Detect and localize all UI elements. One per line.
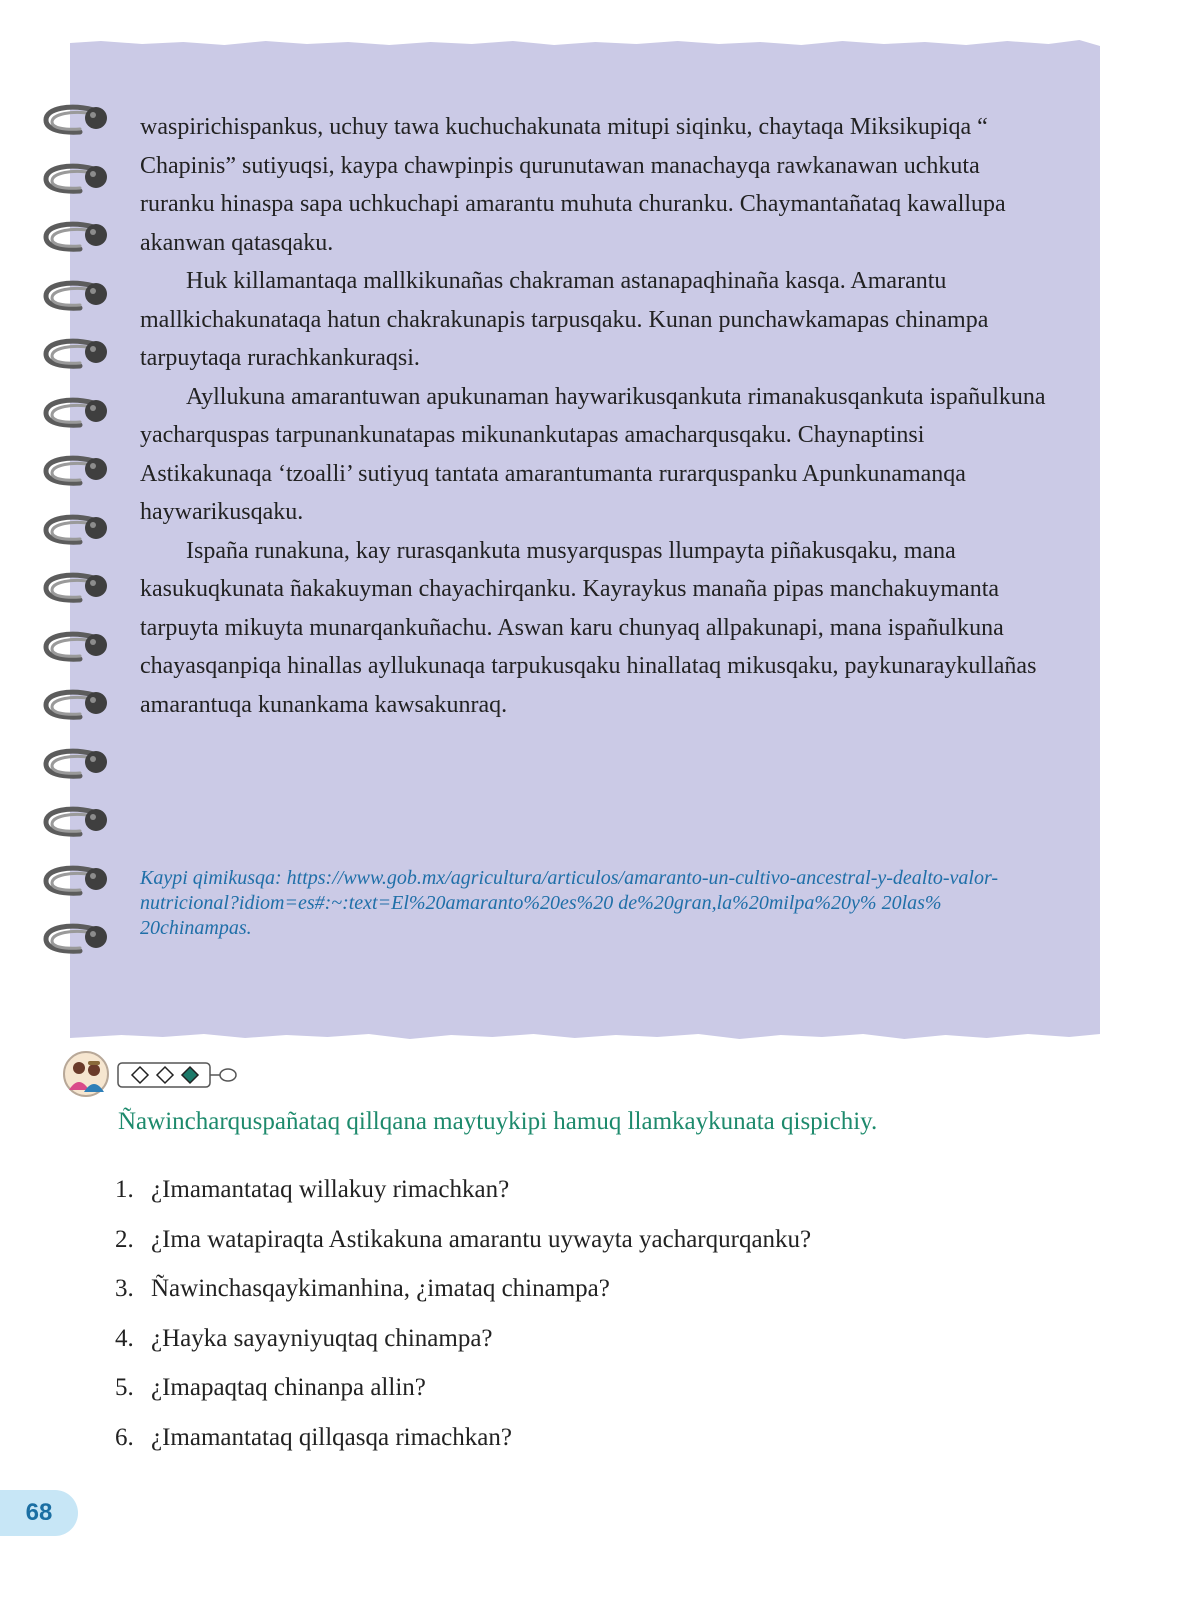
- spiral-ring-icon: [40, 685, 120, 745]
- reading-text: [140, 108, 1060, 724]
- spiral-ring-icon: [40, 159, 120, 219]
- paragraph-4: Ispaña runakuna, kay rurasqankuta musyarquspas llumpayta piñakusqaku, mana kasukuqkunata ñakakuyman chayachirqanku. Kayraykus manaña pipas manchakuymanta tarpuyta mikuyta munarqankuñachu. Aswan karu chunyaq allpakunapi, mana ispañulkuna chayasqanpiqa hinallas ayllukunaqa tarpukusqaku hinallataq mikusqaku, paykunaraykullañas amarantuqa kunankama kawsakunraq.: [140, 537, 1037, 718]
- spiral-ring-icon: [40, 568, 120, 628]
- spiral-ring-icon: [40, 627, 120, 687]
- activity-instruction: Ñawincharquspañataq qillqana maytuykipi hamuq llamkaykunata qispichiy.: [118, 1108, 878, 1135]
- question-list: [115, 1170, 1115, 1467]
- paragraph-2: Huk killamantaqa mallkikunañas chakraman astanapaqhinaña kasqa. Amarantu mallkichakunataqa hatun chakrakunapis tarpusqaku. Kunan punchawkamapas chinampa tarpuytaqa rurachkankuraqsi.: [140, 268, 989, 371]
- spiral-ring-icon: [40, 276, 120, 336]
- page-number: 68: [0, 1490, 78, 1536]
- spiral-ring-icon: [40, 217, 120, 277]
- question-item: 2. ¿Ima watapiraqta Astikakuna amarantu uywayta yacharqurqanku?: [115, 1225, 812, 1253]
- paragraph-1: waspirichispankus, uchuy tawa kuchuchakunata mitupi siqinku, chaytaqa Miksikupiqa “ Chapinis” sutiyuqsi, kaypa chawpinpis qurunutawan manachayqa rawkanawan uchkuta ruranku hinaspa sapa uchkuchapi amarantu muhuta churanku. Chaymantañataq kawallupa akanwan qatasqaku.: [140, 114, 1006, 256]
- spiral-ring-icon: [40, 510, 120, 570]
- paragraph-3: Ayllukuna amarantuwan apukunaman haywarikusqankuta rimanakusqankuta ispañulkuna yacharquspas tarpunankunatapas mikunankutapas amacharqusqaku. Chaynaptinsi Astikakunaqa ‘tzoalli’ sutiyuq tantata amarantumanta rurarquspanku Apunkunamanqa haywarikusqaku.: [140, 383, 1046, 525]
- question-item: 4. ¿Hayka sayayniyuqtaq chinampa?: [115, 1324, 493, 1352]
- question-item: 1. ¿Imamantataq willakuy rimachkan?: [115, 1176, 510, 1203]
- spiral-ring-icon: [40, 451, 120, 511]
- spiral-binding: [40, 100, 120, 980]
- spiral-ring-icon: [40, 100, 120, 160]
- spiral-ring-icon: [40, 393, 120, 453]
- source-citation: Kaypi qimikusqa: https://www.gob.mx/agricultura/articulos/amaranto-un-cultivo-ancestral-y-dealto-valor-nutricional?idiom=es#:~:text=El%20amaranto%20es%20 de%20gran,la%20milpa%20y% 20las% 20chinampas.: [140, 867, 999, 939]
- difficulty-level: [132, 1067, 198, 1083]
- spiral-ring-icon: [40, 334, 120, 394]
- spiral-ring-icon: [40, 861, 120, 921]
- question-item: 5. ¿Imapaqtaq chinanpa allin?: [115, 1374, 426, 1401]
- question-item: 6. ¿Imamantataq qillqasqa rimachkan?: [115, 1423, 512, 1451]
- students-avatar-icon: [64, 1052, 108, 1096]
- spiral-ring-icon: [40, 802, 120, 862]
- spiral-ring-icon: [40, 919, 120, 979]
- spiral-ring-icon: [40, 744, 120, 804]
- activity-badge: [62, 1050, 262, 1098]
- question-item: 3. Ñawinchasqaykimanhina, ¿imataq chinampa?: [115, 1275, 610, 1302]
